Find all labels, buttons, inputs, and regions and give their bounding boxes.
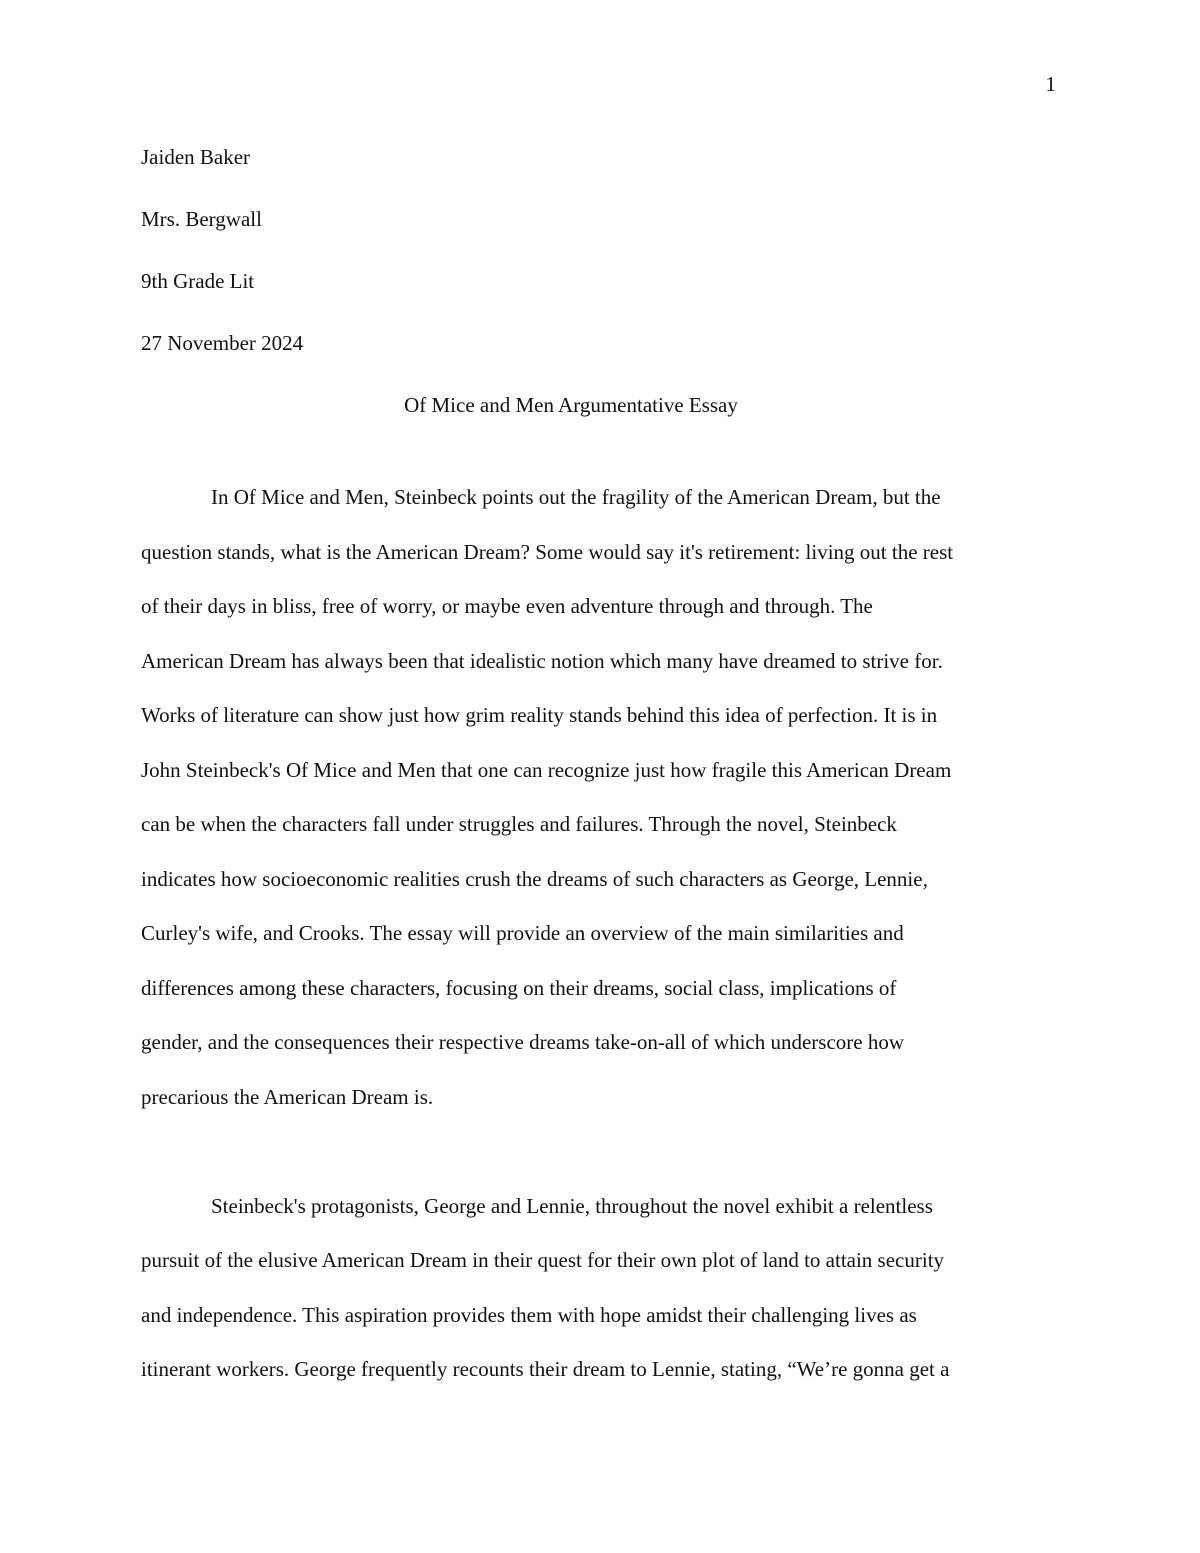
paragraph-line: question stands, what is the American Dream? Some would say it's retirement: living out the rest (141, 539, 954, 564)
paragraph-line: Curley's wife, and Crooks. The essay will provide an overview of the main similarities and (141, 921, 904, 945)
paragraph-line: and independence. This aspiration provides them with hope amidst their challenging lives as (141, 1302, 917, 1327)
paragraph-line: itinerant workers. George frequently recounts their dream to Lennie, stating, “We’re gonna get a (141, 1357, 950, 1381)
student-name: Jaiden Baker (141, 145, 251, 169)
paragraph-line: pursuit of the elusive American Dream in their quest for their own plot of land to attain security (141, 1248, 945, 1272)
paragraph-line: precarious the American Dream is. (141, 1084, 434, 1109)
paragraph-line: In Of Mice and Men, Steinbeck points out the fragility of the American Dream, but the (211, 485, 941, 509)
paragraph-line: of their days in bliss, free of worry, or maybe even adventure through and through. The (141, 594, 873, 618)
paragraph-1 (141, 470, 1059, 1124)
teacher-name: Mrs. Bergwall (141, 207, 262, 231)
paragraph-line: indicates how socioeconomic realities crush the dreams of such characters as George, Lennie, (141, 866, 928, 891)
paragraph-line: can be when the characters fall under struggles and failures. Through the novel, Steinbeck (141, 812, 897, 836)
page-number: 1 (1045, 72, 1056, 96)
paragraph-2 (141, 1179, 1059, 1397)
paragraph-line: John Steinbeck's Of Mice and Men that one can recognize just how fragile this American Dream (141, 757, 952, 782)
paragraph-line: gender, and the consequences their respective dreams take-on-all of which underscore how (141, 1030, 905, 1054)
paragraph-line: American Dream has always been that idealistic notion which many have dreamed to strive for. (141, 648, 943, 673)
essay-date: 27 November 2024 (141, 331, 304, 355)
essay-title: Of Mice and Men Argumentative Essay (404, 393, 738, 417)
paragraph-line: differences among these characters, focusing on their dreams, social class, implications of (141, 975, 897, 1000)
paragraph-line: Works of literature can show just how grim reality stands behind this idea of perfection. It is in (141, 703, 938, 727)
paragraph-line: Steinbeck's protagonists, George and Lennie, throughout the novel exhibit a relentless (211, 1193, 933, 1218)
essay-body (141, 130, 1059, 1397)
course-name: 9th Grade Lit (141, 269, 255, 293)
